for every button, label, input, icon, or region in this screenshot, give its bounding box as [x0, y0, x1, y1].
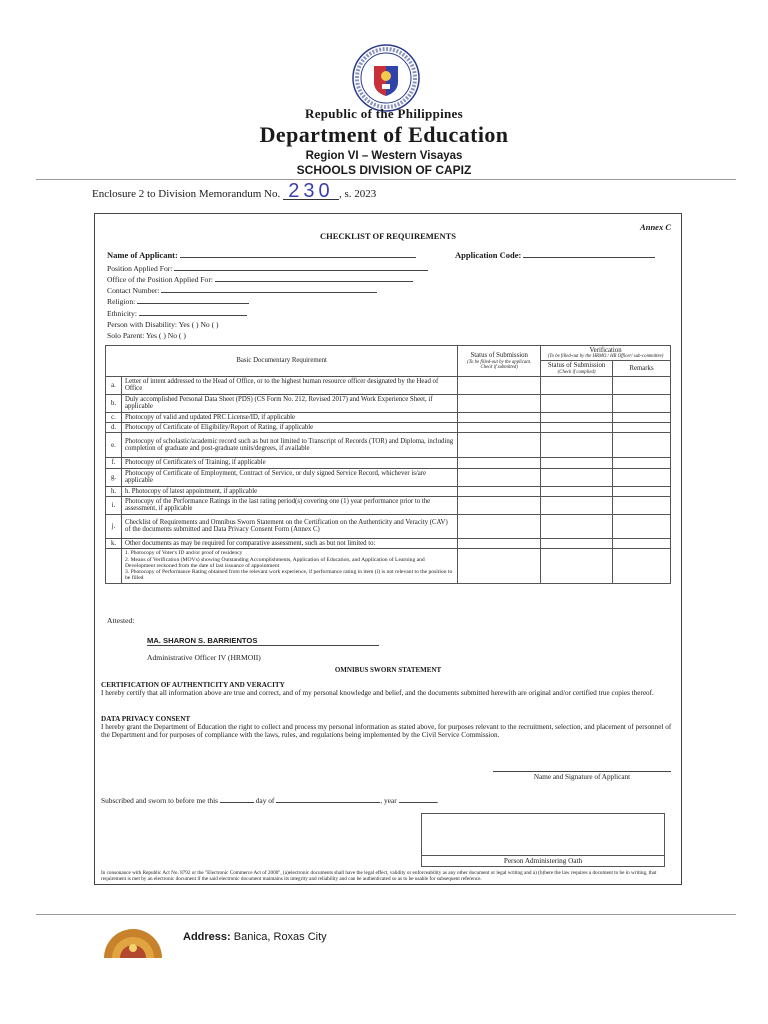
requirement-text: Photocopy of Certificate of Eligibility/Report of Rating, if applicable [121, 423, 457, 433]
verification-status-cell[interactable] [541, 538, 613, 548]
requirement-text: Duly accomplished Personal Data Sheet (PDS) (CS Form No. 212, Revised 2017) and Work Experience Sheet, if applicable [121, 394, 457, 412]
requirement-row [106, 433, 671, 458]
remarks-cell[interactable] [613, 376, 671, 394]
department-heading: Department of Education [259, 122, 509, 147]
footer-divider [36, 914, 736, 915]
sworn-prefix: Subscribed and sworn to before me this [101, 796, 218, 805]
col-verification-header [541, 346, 671, 361]
requirement-letter: e. [106, 433, 122, 458]
verification-status-cell[interactable] [541, 394, 613, 412]
applicant-status-cell[interactable] [458, 394, 541, 412]
applicant-status-cell[interactable] [458, 497, 541, 515]
division-logo [102, 918, 164, 958]
col-status-header [458, 346, 541, 377]
position-field[interactable] [107, 263, 428, 273]
requirement-letter: b. [106, 394, 122, 412]
requirement-letter: i. [106, 497, 122, 515]
position-line[interactable] [174, 263, 428, 271]
remarks-cell[interactable] [613, 538, 671, 548]
col-ver-status-header [541, 361, 613, 376]
applicant-signature-line[interactable] [493, 771, 671, 772]
ethnicity-line[interactable] [139, 308, 247, 316]
office-line[interactable] [215, 274, 413, 282]
requirement-letter: j. [106, 514, 122, 538]
col-verification-note: (To be filled-out by the HRMO / HR Officer/ sub-committee) [547, 354, 664, 360]
verification-status-cell[interactable] [541, 433, 613, 458]
requirements-table [105, 345, 671, 584]
checklist-form [94, 213, 682, 885]
religion-line[interactable] [137, 296, 249, 304]
application-code-line[interactable] [523, 250, 655, 258]
requirement-row [106, 468, 671, 486]
oath-signature-box[interactable] [421, 813, 665, 867]
requirement-text: Photocopy of the Performance Ratings in the last rating period(s) covering one (1) year performance prior to the assessment, if applicable [121, 497, 457, 515]
ethnicity-field[interactable] [107, 308, 247, 318]
enclosure-prefix: Enclosure 2 to Division Memorandum No. [92, 188, 281, 200]
remarks-cell[interactable] [613, 433, 671, 458]
memo-number: 230 [283, 183, 339, 200]
sworn-day-blank[interactable] [220, 795, 254, 803]
requirement-text: Photocopy of Certificate of Employment, Contract of Service, or duly signed Service Record, whichever is/are applicable [121, 468, 457, 486]
applicant-status-cell[interactable] [458, 458, 541, 468]
annex-label: Annex C [640, 222, 671, 232]
remarks-cell[interactable] [613, 497, 671, 515]
subitem-letter-cell [106, 549, 122, 583]
applicant-status-cell[interactable] [458, 376, 541, 394]
applicant-name-line[interactable] [180, 250, 416, 258]
verification-status-cell[interactable] [541, 376, 613, 394]
attestor-name: MA. SHARON S. BARRIENTOS [147, 636, 379, 646]
verification-status-cell[interactable] [541, 514, 613, 538]
religion-field[interactable] [107, 296, 249, 306]
requirement-text: Other documents as may be required for comparative assessment, such as but not limited to: [121, 538, 457, 548]
col-verification-title: Verification [589, 347, 622, 354]
requirement-row [106, 423, 671, 433]
requirement-subitems-row [106, 549, 671, 583]
applicant-status-cell[interactable] [458, 549, 541, 583]
enclosure-line [92, 180, 377, 202]
remarks-cell[interactable] [613, 458, 671, 468]
form-title: CHECKLIST OF REQUIREMENTS [319, 231, 457, 241]
remarks-cell[interactable] [613, 412, 671, 422]
col-ver-status-note: (Check if complied) [557, 369, 596, 375]
attested-label: Attested: [107, 616, 135, 625]
requirement-text: Letter of intent addressed to the Head of Office, or to the highest human resource officer designated by the Head of Office [121, 376, 457, 394]
cav-heading: CERTIFICATION OF AUTHENTICITY AND VERACITY [101, 681, 285, 689]
applicant-status-cell[interactable] [458, 538, 541, 548]
applicant-status-cell[interactable] [458, 412, 541, 422]
application-code-field[interactable] [455, 250, 655, 260]
verification-status-cell[interactable] [541, 458, 613, 468]
col-status-note: (To be filled-out by the applicant. Check if submitted) [467, 359, 532, 370]
requirement-text: Checklist of Requirements and Omnibus Sworn Statement on the Certification on the Authenticity and Veracity (CAV) of the documents submitted and Data Privacy Consent Form (Annex C) [121, 514, 457, 538]
sworn-month-blank[interactable] [276, 795, 380, 803]
region-heading: Region VI – Western Visayas [305, 150, 463, 162]
address-line [183, 931, 327, 943]
applicant-name-label: Name of Applicant: [107, 250, 178, 260]
address-value: Banica, Roxas City [233, 931, 327, 943]
enclosure-suffix: , s. 2023 [338, 188, 377, 200]
remarks-cell[interactable] [613, 549, 671, 583]
requirement-letter: h. [106, 486, 122, 496]
applicant-signature-label: Name and Signature of Applicant [533, 773, 631, 781]
requirement-row [106, 376, 671, 394]
requirement-row [106, 497, 671, 515]
remarks-cell[interactable] [613, 394, 671, 412]
verification-status-cell[interactable] [541, 497, 613, 515]
subitems-cell [121, 549, 457, 583]
cav-text: I hereby certify that all information above are true and correct, and of my personal knowledge and belief, and the documents submitted herewith are original and/or certified true copies thereof. [101, 689, 654, 697]
requirement-subitem: 1. Photocopy of Voter's ID and/or proof of residency [124, 550, 243, 557]
remarks-cell[interactable] [613, 514, 671, 538]
requirement-letter: a. [106, 376, 122, 394]
verification-status-cell[interactable] [541, 468, 613, 486]
verification-status-cell[interactable] [541, 423, 613, 433]
contact-field[interactable] [107, 285, 377, 295]
requirement-letter: f. [106, 458, 122, 468]
applicant-name-field[interactable] [107, 250, 416, 260]
applicant-status-cell[interactable] [458, 514, 541, 538]
remarks-cell[interactable] [613, 468, 671, 486]
oath-label: Person Administering Oath [422, 855, 664, 866]
requirement-text: h. Photocopy of latest appointment, if applicable [121, 486, 457, 496]
header-divider [36, 179, 736, 180]
requirement-row [106, 412, 671, 422]
data-privacy-text: I hereby grant the Department of Education the right to collect and process my personal information as stated above, for purposes relevant to the recruitment, selection, and placement of personnel of the Department and for purposes of compliance with the laws, rules, and regulations being implemented by the Civil Service Commission. [101, 723, 672, 740]
requirement-letter: d. [106, 423, 122, 433]
ethnicity-label: Ethnicity: [107, 309, 137, 318]
ecommerce-footnote: In consonance with Republic Act No. 8792 or the "Electronic Commerce Act of 2000", (a)electronic documents shall have the legal effect, validity or enforceability as any other document or legal writing and a) (b)here the law requires a document to be in writing, that requirement is met by an electronic document if the said electronic document maintains its integrity and reliability and can be authenticated so as to be usable for subsequent reference. [101, 870, 657, 883]
application-code-label: Application Code: [455, 250, 522, 260]
requirement-row [106, 394, 671, 412]
requirement-subitem: 3. Photocopy of Performance Rating obtained from the relevant work experience, if performance rating in item (i) is not relevant to the position to be filled [124, 569, 453, 582]
col-status-title: Status of Submission [470, 352, 528, 360]
position-label: Position Applied For: [107, 264, 173, 273]
requirement-row [106, 458, 671, 468]
requirement-row [106, 486, 671, 496]
republic-heading: Republic of the Philippines [305, 106, 463, 121]
data-privacy-heading: DATA PRIVACY CONSENT [101, 715, 191, 723]
requirement-text: Photocopy of valid and updated PRC License/ID, if applicable [121, 412, 457, 422]
sworn-year-label: , year [380, 796, 397, 805]
sworn-day-label: day of [255, 796, 275, 805]
office-label: Office of the Position Applied For: [107, 275, 213, 284]
requirement-letter: c. [106, 412, 122, 422]
sworn-before-line[interactable]: Subscribed and sworn to before me this day of , year . [101, 796, 439, 805]
applicant-status-cell[interactable] [458, 468, 541, 486]
requirement-text: Photocopy of Certificate/s of Training, if applicable [121, 458, 457, 468]
contact-line[interactable] [161, 285, 377, 293]
deped-seal-logo [352, 44, 420, 112]
requirement-letter: g. [106, 468, 122, 486]
sworn-year-blank[interactable] [399, 795, 437, 803]
remarks-cell[interactable] [613, 423, 671, 433]
applicant-status-cell[interactable] [458, 486, 541, 496]
requirement-text: Photocopy of scholastic/academic record such as but not limited to Transcript of Records (TOR) and Diploma, including completion of graduate and post-graduate units/degrees, if available [121, 433, 457, 458]
applicant-status-cell[interactable] [458, 423, 541, 433]
sworn-statement-title: OMNIBUS SWORN STATEMENT [334, 666, 442, 674]
requirement-row [106, 538, 671, 548]
col-ver-status-title: Status of Submission [547, 362, 606, 370]
col-remarks-header: Remarks [613, 361, 671, 376]
attestor-position: Administrative Officer IV (HRMOII) [147, 653, 261, 662]
requirement-subitem: 2. Means of Verification (MOVs) showing Outstanding Accomplishments, Application of Education, and Application of Learning and Development reckoned from the date of last issuance of appointment [124, 556, 425, 569]
verification-status-cell[interactable] [541, 412, 613, 422]
religion-label: Religion: [107, 297, 136, 306]
contact-label: Contact Number: [107, 286, 160, 295]
table-header-row [106, 346, 671, 361]
requirement-row [106, 514, 671, 538]
division-heading: SCHOOLS DIVISION OF CAPIZ [296, 163, 472, 177]
remarks-cell[interactable] [613, 486, 671, 496]
col-requirement-header: Basic Documentary Requirement [106, 346, 458, 377]
requirement-letter: k. [106, 538, 122, 548]
address-label: Address: [183, 931, 231, 943]
solo-parent-field[interactable]: Solo Parent: Yes ( ) No ( ) [107, 331, 186, 340]
office-field[interactable] [107, 274, 413, 284]
verification-status-cell[interactable] [541, 549, 613, 583]
verification-status-cell[interactable] [541, 486, 613, 496]
applicant-status-cell[interactable] [458, 433, 541, 458]
pwd-field[interactable]: Person with Disability: Yes ( ) No ( ) [107, 320, 219, 329]
